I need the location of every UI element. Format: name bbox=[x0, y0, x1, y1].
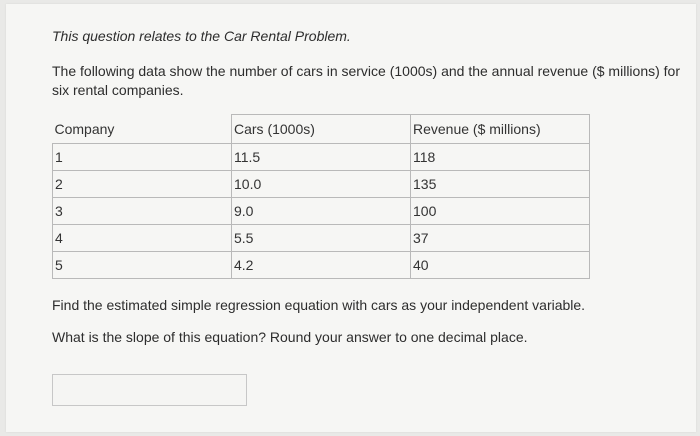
cell-company: 5 bbox=[53, 252, 232, 279]
cell-company: 1 bbox=[53, 144, 232, 171]
table-row bbox=[53, 144, 590, 171]
cell-revenue: 37 bbox=[411, 225, 590, 252]
slope-answer-input[interactable] bbox=[52, 374, 247, 406]
cell-cars: 4.2 bbox=[232, 252, 411, 279]
cell-cars: 11.5 bbox=[232, 144, 411, 171]
header-revenue: Revenue ($ millions) bbox=[411, 115, 590, 144]
table-row bbox=[53, 171, 590, 198]
cell-cars: 5.5 bbox=[232, 225, 411, 252]
description-text: The following data show the number of cars in service (1000s) and the annual revenue ($ millions) for six rental companies. bbox=[52, 63, 680, 98]
cell-company: 3 bbox=[53, 198, 232, 225]
intro-text: This question relates to the Car Rental Problem. bbox=[52, 28, 351, 44]
cell-revenue: 40 bbox=[411, 252, 590, 279]
cell-company: 4 bbox=[53, 225, 232, 252]
header-cars: Cars (1000s) bbox=[232, 115, 411, 144]
table-row bbox=[53, 198, 590, 225]
header-company: Company bbox=[54, 120, 115, 137]
data-table bbox=[52, 114, 590, 279]
cell-revenue: 100 bbox=[411, 198, 590, 225]
prompt-slope: What is the slope of this equation? Round your answer to one decimal place. bbox=[52, 329, 528, 345]
question-page bbox=[6, 4, 696, 432]
cell-revenue: 118 bbox=[411, 144, 590, 171]
cell-cars: 10.0 bbox=[232, 171, 411, 198]
cell-revenue: 135 bbox=[411, 171, 590, 198]
table-row bbox=[53, 252, 590, 279]
cell-company: 2 bbox=[53, 171, 232, 198]
cell-cars: 9.0 bbox=[232, 198, 411, 225]
prompt-regression: Find the estimated simple regression equation with cars as your independent variable. bbox=[52, 297, 586, 313]
table-header-row bbox=[53, 115, 590, 144]
table-row bbox=[53, 225, 590, 252]
